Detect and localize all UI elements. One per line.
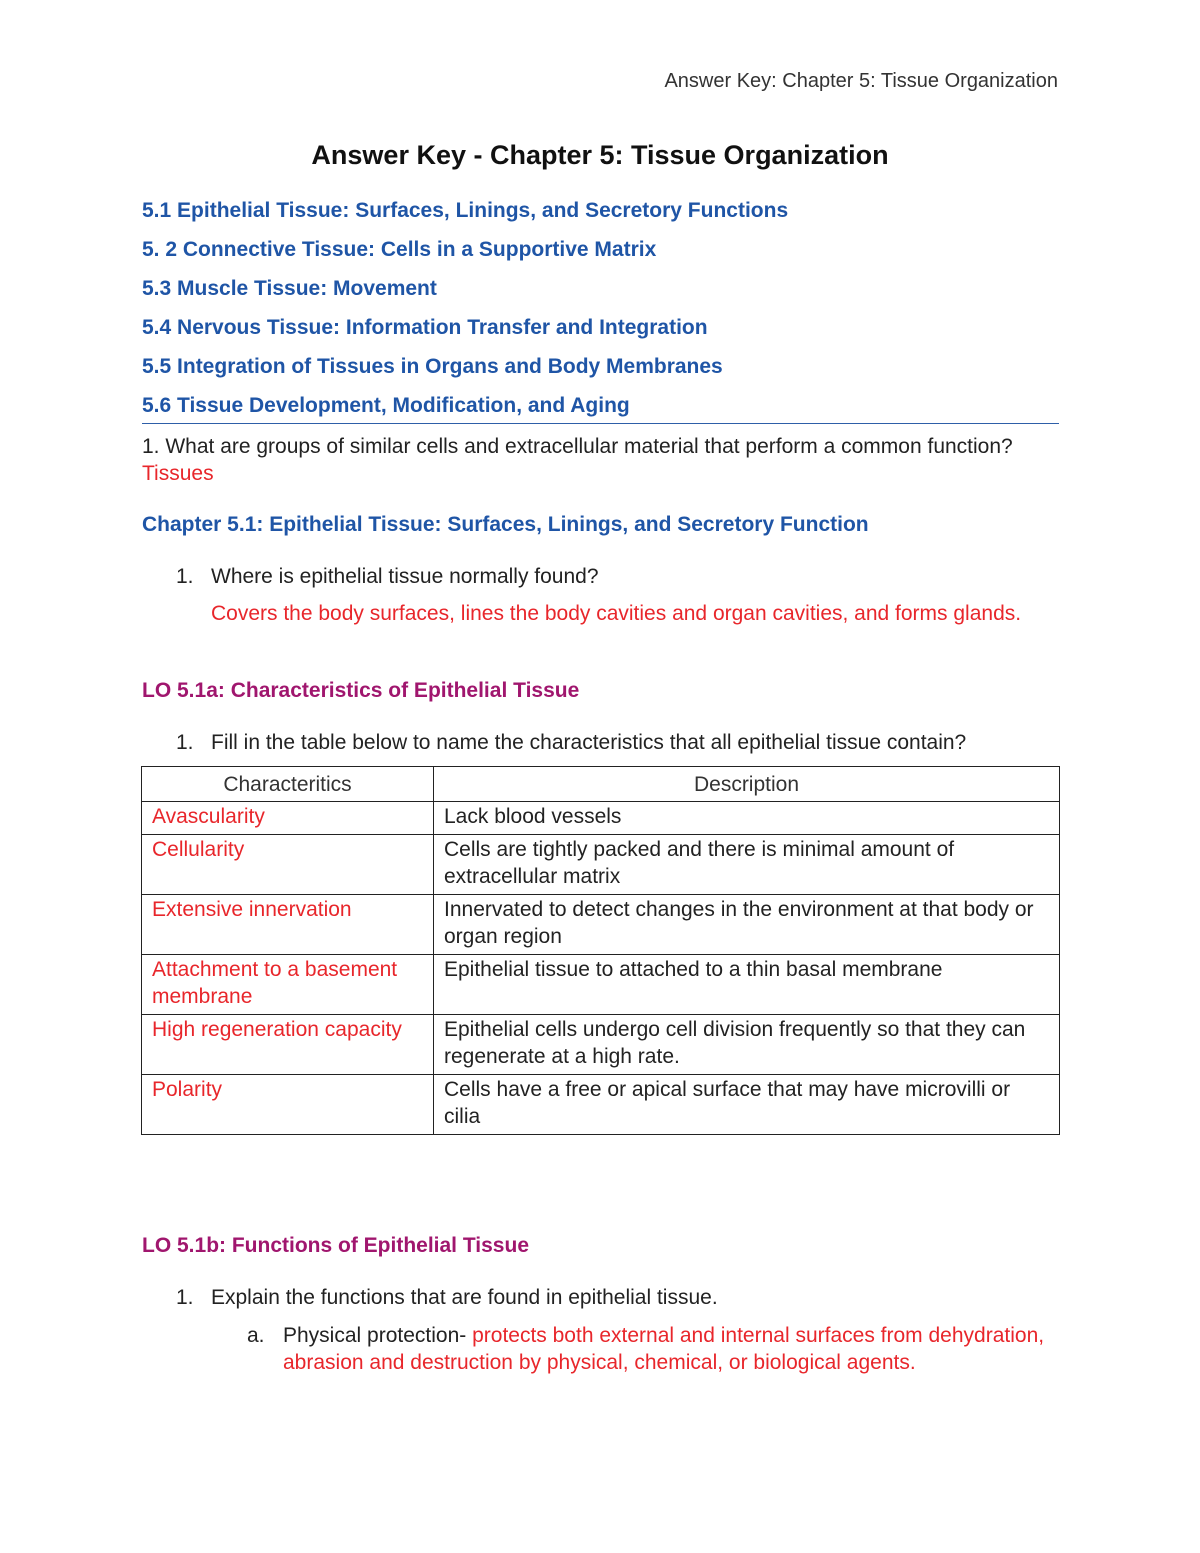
section-5-1-question-number: 1. (176, 565, 194, 588)
function-item-letter: a. (247, 1324, 265, 1347)
lo-5-1a-question-number: 1. (176, 731, 194, 754)
column-header-characteristics: Characteritics (142, 767, 434, 802)
table-row (142, 1075, 1060, 1135)
table-of-contents (142, 195, 1059, 424)
lo-5-1b-question: Explain the functions that are found in epithelial tissue. (211, 1286, 718, 1309)
toc-item-5-3: 5.3 Muscle Tissue: Movement (142, 277, 437, 300)
lo-5-1b-heading: LO 5.1b: Functions of Epithelial Tissue (142, 1234, 529, 1257)
characteristic-name: Cellularity (142, 835, 434, 895)
lo-5-1b-question-number: 1. (176, 1286, 194, 1309)
characteristics-table (141, 766, 1060, 1135)
section-5-1-answer: Covers the body surfaces, lines the body cavities and organ cavities, and forms glands. (211, 602, 1022, 625)
characteristic-name: Attachment to a basement membrane (142, 955, 434, 1015)
table-row (142, 835, 1060, 895)
characteristic-name: Extensive innervation (142, 895, 434, 955)
document-title: Answer Key - Chapter 5: Tissue Organization (311, 140, 889, 170)
intro-answer: Tissues (142, 462, 214, 485)
section-5-1-heading: Chapter 5.1: Epithelial Tissue: Surfaces, Linings, and Secretory Function (142, 513, 869, 536)
table-row (142, 1015, 1060, 1075)
characteristic-name: Avascularity (142, 802, 434, 835)
intro-question-text: 1. What are groups of similar cells and extracellular material that perform a common function? (142, 435, 1013, 458)
running-header: Answer Key: Chapter 5: Tissue Organization (664, 70, 1058, 92)
table-row (142, 955, 1060, 1015)
characteristic-description: Epithelial cells undergo cell division frequently so that they can regenerate at a high rate. (434, 1015, 1060, 1075)
lo-5-1a-heading: LO 5.1a: Characteristics of Epithelial Tissue (142, 679, 580, 702)
toc-item-5-1: 5.1 Epithelial Tissue: Surfaces, Linings, and Secretory Functions (142, 199, 789, 222)
characteristic-description: Epithelial tissue to attached to a thin basal membrane (434, 955, 1060, 1015)
toc-item-5-4: 5.4 Nervous Tissue: Information Transfer and Integration (142, 316, 708, 339)
table-row (142, 895, 1060, 955)
table-row (142, 802, 1060, 835)
characteristic-name: Polarity (142, 1075, 434, 1135)
characteristic-description: Innervated to detect changes in the environment at that body or organ region (434, 895, 1060, 955)
column-header-description: Description (434, 767, 1060, 802)
lo-5-1a-question: Fill in the table below to name the characteristics that all epithelial tissue contain? (211, 731, 967, 754)
characteristic-name: High regeneration capacity (142, 1015, 434, 1075)
intro-question (142, 433, 1042, 487)
section-5-1-question: Where is epithelial tissue normally found? (211, 565, 599, 588)
function-item-answer: protects both external and internal surfaces from dehydration, abrasion and destruction by physical, chemical, or biological agents. (283, 1324, 1045, 1374)
toc-item-5-2: 5. 2 Connective Tissue: Cells in a Supportive Matrix (142, 238, 657, 261)
toc-item-5-5: 5.5 Integration of Tissues in Organs and Body Membranes (142, 355, 723, 378)
toc-item-5-6: 5.6 Tissue Development, Modification, and Aging (142, 394, 630, 417)
characteristic-description: Cells are tightly packed and there is minimal amount of extracellular matrix (434, 835, 1060, 895)
characteristic-description: Cells have a free or apical surface that may have microvilli or cilia (434, 1075, 1060, 1135)
function-item-label: Physical protection- (283, 1324, 467, 1347)
function-item-physical-protection (283, 1322, 1058, 1376)
table-header-row (142, 767, 1060, 802)
characteristic-description: Lack blood vessels (434, 802, 1060, 835)
